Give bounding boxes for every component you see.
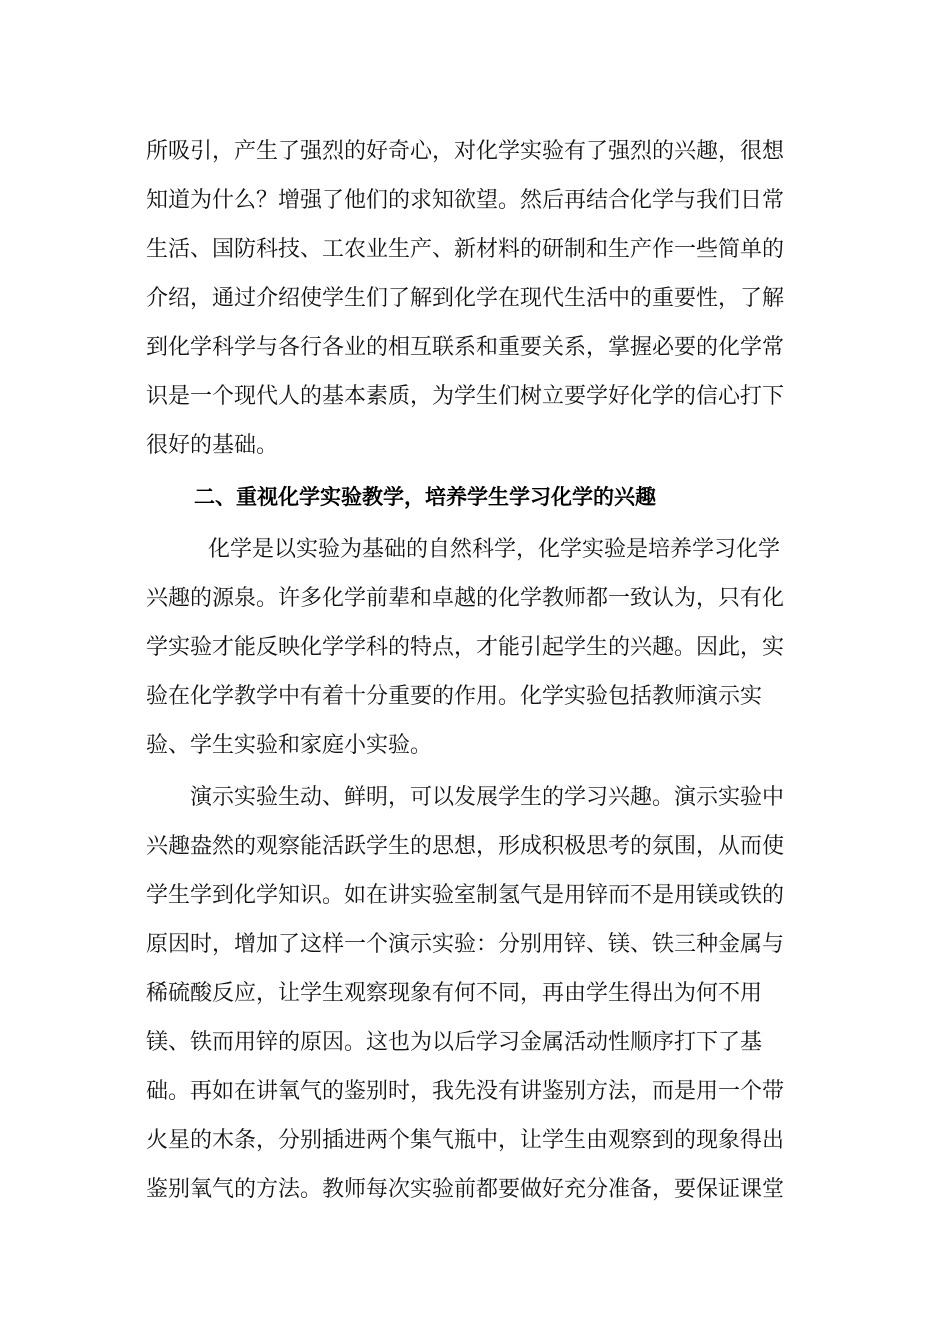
text-line: 火星的木条，分别插进两个集气瓶中，让学生由观察到的现象得出 [146,1128,785,1153]
text-line: 原因时，增加了这样一个演示实验：分别用锌、镁、铁三种金属与 [146,932,785,957]
text-line: 稀硫酸反应，让学生观察现象有何不同，再由学生得出为何不用 [146,981,763,1006]
text-line: 鉴别氧气的方法。教师每次实验前都要做好充分准备，要保证课堂 [146,1177,785,1202]
text-line: 兴趣盎然的观察能活跃学生的思想，形成积极思考的氛围，从而使 [146,834,785,859]
text-line: 学实验才能反映化学学科的特点，才能引起学生的兴趣。因此，实 [146,635,785,660]
section-heading: 二、重视化学实验教学，培养学生学习化学的兴趣 [194,485,656,509]
text-line: 知道为什么？增强了他们的求知欲望。然后再结合化学与我们日常 [146,188,785,213]
text-line: 础。再如在讲氧气的鉴别时，我先没有讲鉴别方法，而是用一个带 [146,1079,785,1104]
text-line: 识是一个现代人的基本素质，为学生们树立要学好化学的信心打下 [146,384,785,409]
text-line: 兴趣的源泉。许多化学前辈和卓越的化学教师都一致认为，只有化 [146,586,785,611]
text-line: 很好的基础。 [146,433,279,458]
paragraph-first-line: 演示实验生动、鲜明，可以发展学生的学习兴趣。演示实验中 [190,785,785,810]
text-line: 所吸引，产生了强烈的好奇心，对化学实验有了强烈的兴趣，很想 [146,139,785,164]
text-line: 学生学到化学知识。如在讲实验室制氢气是用锌而不是用镁或铁的 [146,883,785,908]
text-line: 生活、国防科技、工农业生产、新材料的研制和生产作一些简单的 [146,237,785,262]
text-line: 镁、铁而用锌的原因。这也为以后学习金属活动性顺序打下了基 [146,1030,763,1055]
text-line: 到化学科学与各行各业的相互联系和重要关系，掌握必要的化学常 [146,335,785,360]
text-line: 验在化学教学中有着十分重要的作用。化学实验包括教师演示实 [146,684,763,709]
paragraph-first-line: 化学是以实验为基础的自然科学，化学实验是培养学习化学 [208,537,781,562]
text-line: 介绍，通过介绍使学生们了解到化学在现代生活中的重要性，了解 [146,286,785,311]
text-line: 验、学生实验和家庭小实验。 [146,733,433,758]
